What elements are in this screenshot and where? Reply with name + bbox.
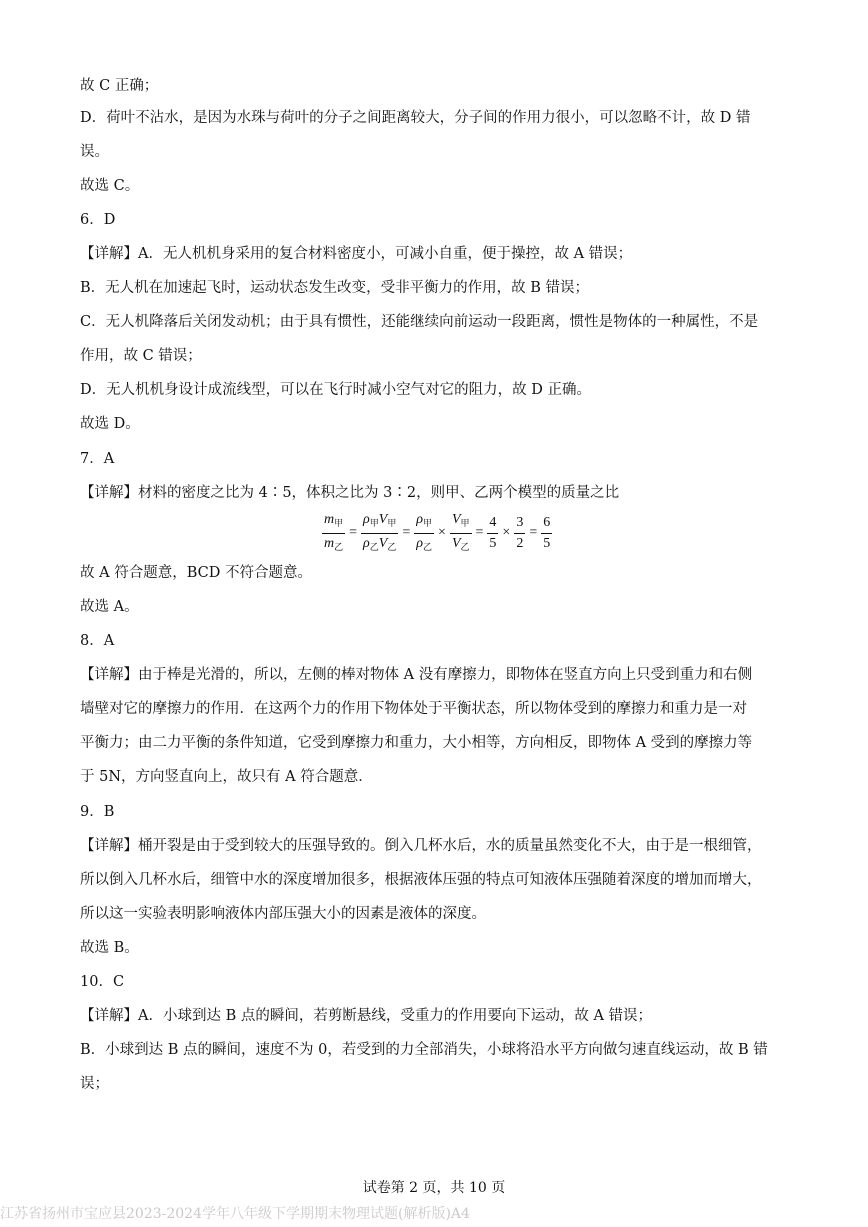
times-sign: ×: [502, 525, 511, 540]
page-footer: 试卷第 2 页，共 10 页: [362, 1180, 506, 1196]
fraction: $\frac{\rho_甲}{\rho_乙}$: [416, 511, 433, 552]
text-line: 【详解】材料的密度之比为 4∶5，体积之比为 3∶2，则甲、乙两个模型的质量之比: [80, 485, 620, 501]
source-watermark: 江苏省扬州市宝应县2023-2024学年八年级下学期期末物理试题(解析版)A4: [0, 1206, 470, 1222]
text-line: C．无人机降落后关闭发动机；由于具有惯性，还能继续向前运动一段距离，惯性是物体的一种属性，不是: [80, 314, 759, 330]
text-line: D．荷叶不沾水，是因为水珠与荷叶的分子之间距离较大，分子间的作用力很小，可以忽略不计，故 D 错: [80, 110, 751, 126]
text-line: D．无人机机身设计成流线型，可以在飞行时减小空气对它的阻力，故 D 正确。: [80, 382, 591, 398]
text-line: 所以倒入几杯水后，细管中水的深度增加很多，根据液体压强的特点可知液体压强随着深度的增加而增大，: [80, 872, 762, 888]
fraction: $\frac{m_甲}{m_乙}$: [324, 511, 344, 552]
equals-sign: =: [529, 525, 538, 540]
answer-heading: 9．B: [80, 804, 115, 820]
fraction: $\frac{6}{5}$: [543, 514, 551, 551]
text-line: 误。: [80, 144, 109, 160]
text-line: 故选 A。: [80, 599, 139, 615]
mass-ratio-formula: [320, 508, 554, 558]
text-line: 【详解】A．小球到达 B 点的瞬间，若剪断悬线，受重力的作用要向下运动，故 A 错误；: [80, 1008, 653, 1024]
fraction: $\frac{V_甲}{V_乙}$: [451, 511, 470, 552]
equals-sign: =: [349, 525, 358, 540]
answer-heading: 7．A: [80, 451, 115, 467]
text-line: 故 C 正确；: [80, 78, 159, 94]
fraction: $\frac{3}{2}$: [516, 514, 524, 551]
answer-heading: 8．A: [80, 633, 115, 649]
text-line: 故选 C。: [80, 178, 140, 194]
text-line: 【详解】由于棒是光滑的，所以，左侧的棒对物体 A 没有摩擦力，即物体在竖直方向上只受到重力和右侧: [80, 667, 753, 683]
text-line: 故选 D。: [80, 416, 140, 432]
text-line: 平衡力；由二力平衡的条件知道，它受到摩擦力和重力，大小相等，方向相反，即物体 A 受到的摩擦力等: [80, 735, 753, 751]
text-line: 墙壁对它的摩擦力的作用．在这两个力的作用下物体处于平衡状态，所以物体受到的摩擦力和重力是一对: [80, 701, 747, 717]
text-line: B．无人机在加速起飞时，运动状态发生改变，受非平衡力的作用，故 B 错误；: [80, 280, 590, 296]
fraction: $\frac{4}{5}$: [489, 514, 497, 551]
text-line: 作用，故 C 错误；: [80, 348, 202, 364]
text-line: 误；: [80, 1076, 109, 1092]
text-line: B．小球到达 B 点的瞬间，速度不为 0，若受到的力全部消失，小球将沿水平方向做匀速直线运动，故 B 错: [80, 1042, 768, 1058]
text-line: 故选 B。: [80, 940, 139, 956]
fraction: $\frac{\rho_甲V_甲}{\rho_乙V_乙}$: [363, 511, 397, 552]
equals-sign: =: [475, 525, 484, 540]
times-sign: ×: [438, 525, 446, 540]
answer-heading: 10．C: [80, 974, 125, 990]
equals-sign: =: [402, 525, 411, 540]
text-line: 于 5N，方向竖直向上，故只有 A 符合题意．: [80, 769, 373, 785]
text-line: 故 A 符合题意，BCD 不符合题意。: [80, 565, 312, 581]
text-line: 所以这一实验表明影响液体内部压强大小的因素是液体的深度。: [80, 906, 486, 922]
answer-heading: 6．D: [80, 212, 116, 228]
text-line: 【详解】A．无人机机身采用的复合材料密度小，可减小自重，便于操控，故 A 错误；: [80, 246, 633, 262]
text-line: 【详解】桶开裂是由于受到较大的压强导致的。倒入几杯水后，水的质量虽然变化不大，由于是一根细管，: [80, 838, 762, 854]
